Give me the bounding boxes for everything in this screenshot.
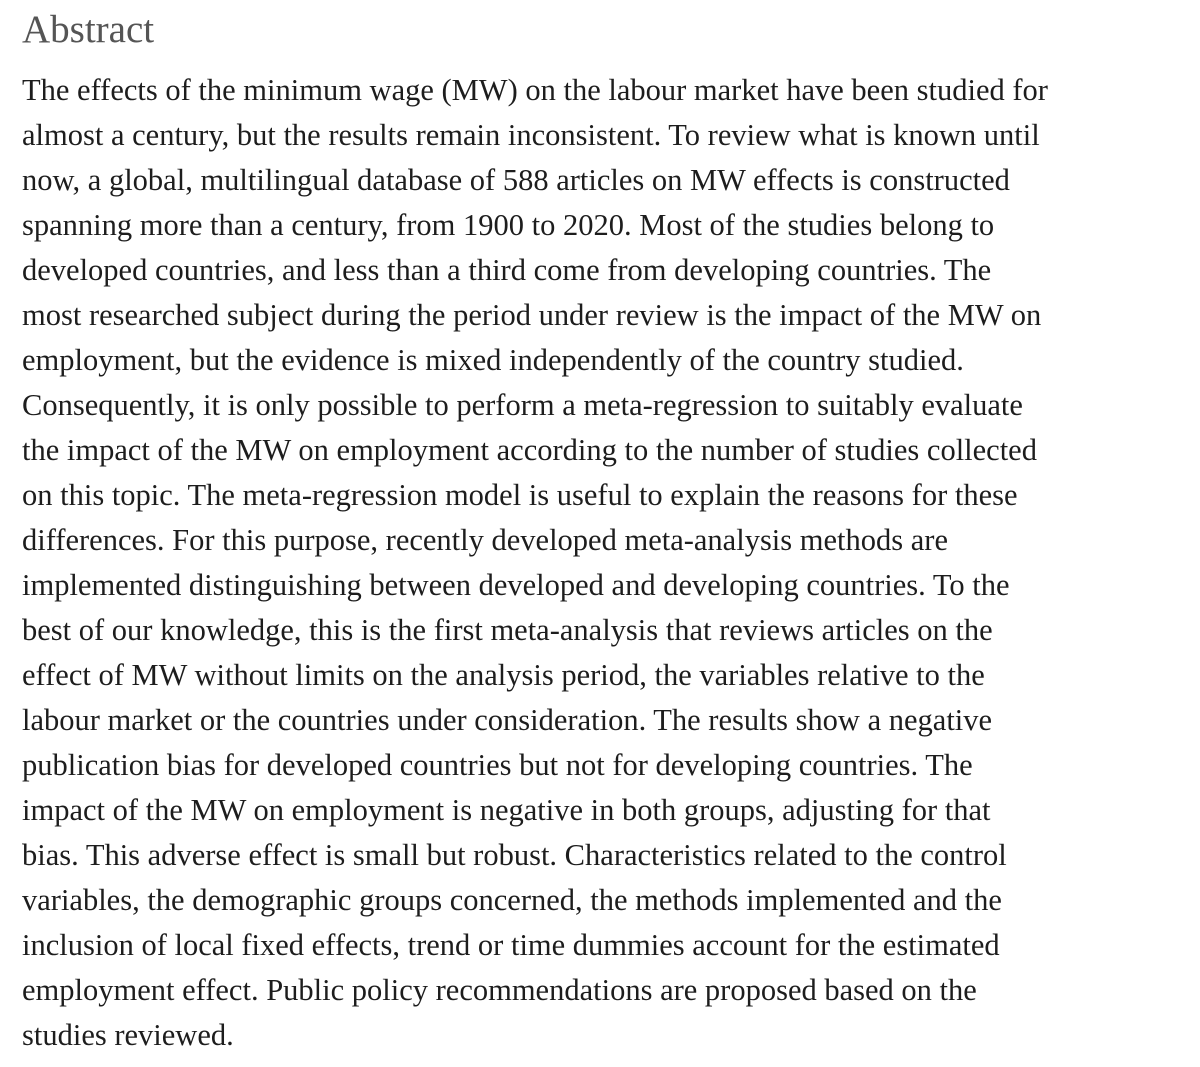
abstract-line: on this topic. The meta-regression model is useful to explain the reasons for these bbox=[22, 478, 1018, 512]
abstract-section bbox=[22, 0, 1182, 1058]
abstract-line: The effects of the minimum wage (MW) on the labour market have been studied for bbox=[22, 73, 1048, 107]
abstract-line: effect of MW without limits on the analysis period, the variables relative to the bbox=[22, 658, 985, 692]
abstract-line: inclusion of local fixed effects, trend or time dummies account for the estimated bbox=[22, 928, 1000, 962]
abstract-line: employment, but the evidence is mixed independently of the country studied. bbox=[22, 343, 964, 377]
abstract-line: Consequently, it is only possible to perform a meta-regression to suitably evaluate bbox=[22, 388, 1023, 422]
abstract-line: employment effect. Public policy recommendations are proposed based on the bbox=[22, 973, 977, 1007]
abstract-line: differences. For this purpose, recently developed meta-analysis methods are bbox=[22, 523, 948, 557]
abstract-line: now, a global, multilingual database of 588 articles on MW effects is constructed bbox=[22, 163, 1010, 197]
abstract-line: spanning more than a century, from 1900 to 2020. Most of the studies belong to bbox=[22, 208, 995, 242]
abstract-heading: Abstract bbox=[22, 8, 155, 51]
abstract-line: best of our knowledge, this is the first meta-analysis that reviews articles on the bbox=[22, 613, 993, 647]
abstract-line: impact of the MW on employment is negative in both groups, adjusting for that bbox=[22, 793, 991, 827]
abstract-line: implemented distinguishing between developed and developing countries. To the bbox=[22, 568, 1010, 602]
abstract-line: almost a century, but the results remain inconsistent. To review what is known until bbox=[22, 118, 1040, 152]
abstract-line: variables, the demographic groups concerned, the methods implemented and the bbox=[22, 883, 1002, 917]
abstract-line: the impact of the MW on employment according to the number of studies collected bbox=[22, 433, 1037, 467]
abstract-line: publication bias for developed countries but not for developing countries. The bbox=[22, 748, 973, 782]
abstract-line: bias. This adverse effect is small but robust. Characteristics related to the control bbox=[22, 838, 1007, 872]
abstract-line: developed countries, and less than a third come from developing countries. The bbox=[22, 253, 992, 287]
abstract-line: most researched subject during the period under review is the impact of the MW on bbox=[22, 298, 1042, 332]
abstract-body bbox=[22, 68, 1182, 1058]
abstract-line: studies reviewed. bbox=[22, 1018, 234, 1052]
abstract-line: labour market or the countries under consideration. The results show a negative bbox=[22, 703, 993, 737]
